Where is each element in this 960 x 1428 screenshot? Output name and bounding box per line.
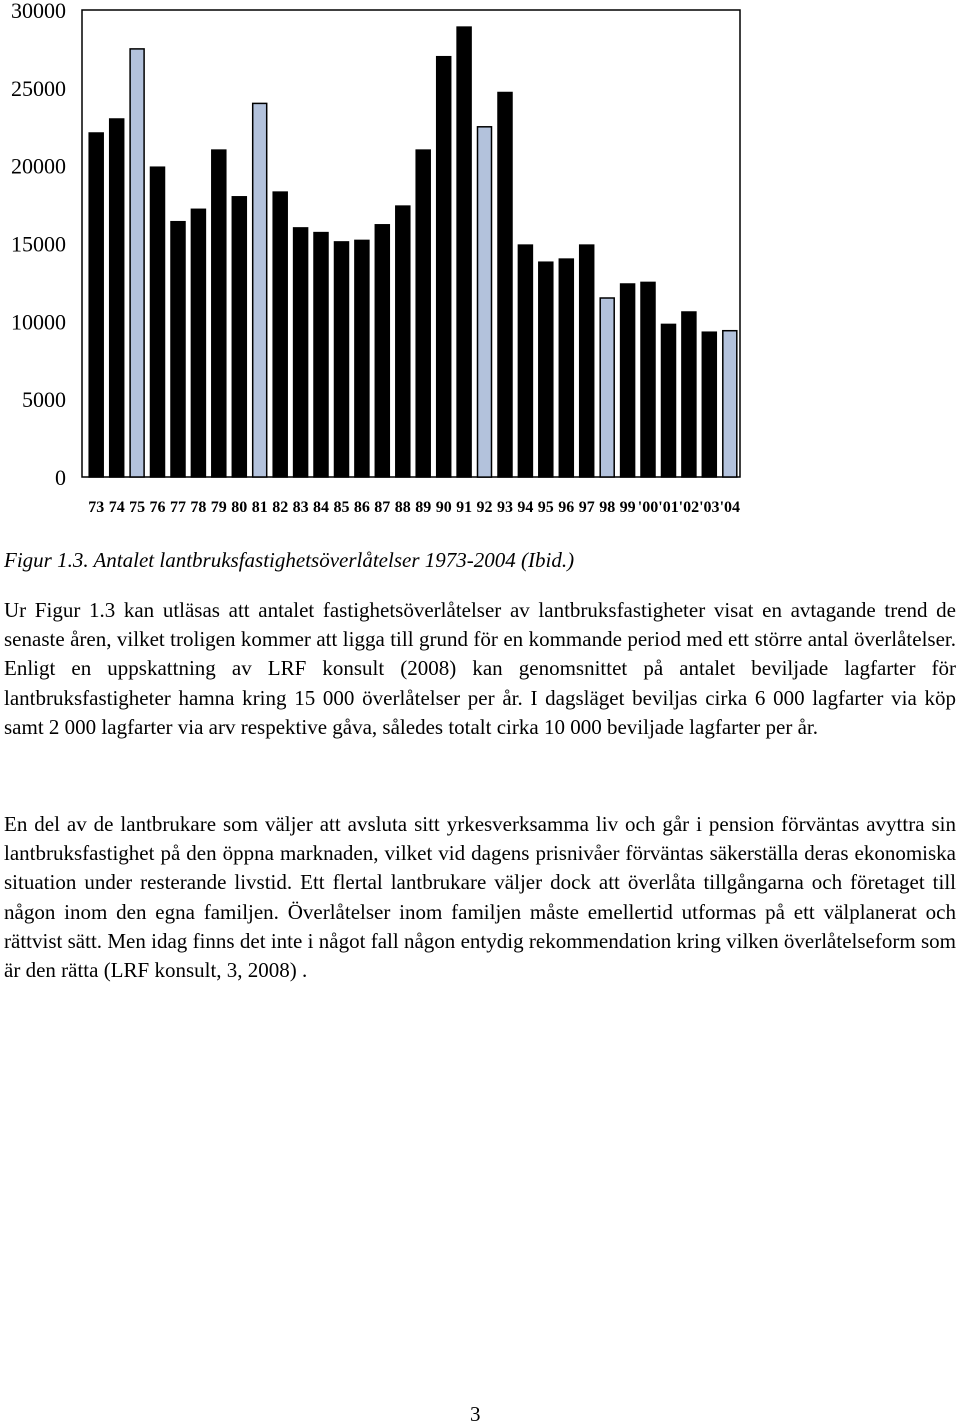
x-tick-label: 96 [558, 499, 575, 516]
bar-92 [478, 127, 492, 477]
x-tick-label: '03 [699, 499, 720, 516]
x-tick-label: 94 [517, 499, 534, 516]
x-tick-label: 95 [537, 499, 554, 516]
x-tick-label: 85 [333, 499, 350, 516]
bar-76 [151, 167, 165, 477]
bar-82 [273, 192, 287, 477]
x-tick-label: '02 [678, 499, 700, 516]
bar-00 [641, 282, 655, 477]
bar-74 [110, 119, 124, 477]
x-tick-label: 99 [619, 499, 636, 516]
bar-83 [294, 228, 308, 477]
bar-01 [662, 324, 676, 477]
x-tick-label: 98 [599, 499, 616, 516]
bar-04 [723, 331, 737, 477]
x-tick-label: 84 [313, 499, 329, 516]
x-tick-label: 78 [190, 499, 207, 516]
bar-79 [212, 150, 226, 477]
paragraph-1: Ur Figur 1.3 kan utläsas att antalet fastighetsöverlåtelser av lantbruksfastigheter visat en avtagande trend de senaste åren, vilket troligen kommer att ligga till grund för en kommande period med ett större antal överlåtelser. Enligt en uppskattning av LRF konsult (2008) kan genomsnittet på antalet beviljade lagfarter för lantbruksfastigheter hamna kring 15 000 överlåtelser per år. I dagsläget beviljas cirka 6 000 lagfarter via köp samt 2 000 lagfarter via arv respektive gåva, således totalt cirka 10 000 beviljade lagfarter per år. [4, 598, 956, 739]
x-tick-label: 80 [231, 499, 248, 516]
x-tick-label: '04 [719, 499, 741, 516]
bar-86 [355, 240, 369, 477]
x-tick-label: 93 [497, 499, 513, 516]
x-tick-label: 86 [353, 499, 370, 516]
y-tick-label: 0 [55, 465, 66, 490]
x-tick-label: 73 [88, 499, 105, 516]
bar-78 [191, 209, 205, 477]
bar-03 [702, 332, 716, 477]
bar-88 [396, 206, 410, 477]
x-tick-label: 87 [374, 499, 391, 516]
x-axis-labels [88, 499, 740, 516]
x-tick-label: 76 [149, 499, 166, 516]
x-tick-label: 74 [108, 499, 125, 516]
bar-81 [253, 103, 267, 477]
x-tick-label: 90 [435, 499, 452, 516]
page-number: 3 [470, 1402, 481, 1426]
x-tick-label: '01 [658, 499, 679, 516]
bar-85 [335, 242, 349, 477]
bar-77 [171, 222, 185, 477]
bars [89, 27, 737, 477]
x-tick-label: 79 [210, 499, 227, 516]
y-tick-label: 20000 [11, 153, 66, 179]
x-tick-label: 81 [251, 499, 268, 516]
bar-80 [232, 197, 246, 477]
bar-73 [89, 133, 103, 477]
y-tick-label: 10000 [11, 309, 66, 335]
paragraph-2: En del av de lantbrukare som väljer att avsluta sitt yrkesverksamma liv och går i pension förväntas avyttra sin lantbruksfastighet på den öppna marknaden, vilket vid dagens prisnivåer förväntas säkerställa deras ekonomiska situation under resterande livstid. Ett flertal lantbrukare väljer dock att överlåta tillgångarna och företaget till någon inom den egna familjen. Överlåtelser inom familjen måste emellertid utformas på ett välplanerat och rättvist sätt. Men idag finns det inte i något fall någon entydig rekommendation kring vilken överlåtelseform som är den rätta (LRF konsult, 3, 2008) . [4, 812, 956, 983]
y-tick-label: 15000 [11, 231, 66, 257]
bar-89 [416, 150, 430, 477]
x-tick-label: '00 [637, 499, 659, 516]
bar-87 [375, 225, 389, 477]
x-tick-label: 91 [456, 499, 473, 516]
bar-84 [314, 233, 328, 477]
y-tick-label: 30000 [11, 0, 66, 23]
x-tick-label: 75 [129, 499, 146, 516]
bar-99 [621, 284, 635, 477]
bar-94 [518, 245, 532, 477]
bar-98 [600, 298, 614, 477]
y-tick-label: 25000 [11, 75, 66, 101]
bar-chart [0, 0, 760, 520]
figure-caption: Figur 1.3. Antalet lantbruksfastighetsöverlåtelser 1973-2004 (Ibid.) [4, 548, 575, 572]
y-tick-label: 5000 [22, 387, 66, 413]
x-tick-label: 97 [578, 499, 595, 516]
x-tick-label: 88 [394, 499, 411, 516]
x-tick-label: 92 [476, 499, 493, 516]
x-tick-label: 77 [170, 499, 186, 516]
bar-91 [457, 27, 471, 477]
bar-02 [682, 312, 696, 477]
bar-97 [580, 245, 594, 477]
bar-96 [559, 259, 573, 477]
bar-93 [498, 93, 512, 478]
bar-75 [130, 49, 144, 477]
bar-95 [539, 262, 553, 477]
bar-90 [437, 57, 451, 477]
y-axis-labels [11, 0, 66, 490]
x-tick-label: 89 [415, 499, 432, 516]
x-tick-label: 83 [292, 499, 309, 516]
x-tick-label: 82 [272, 499, 289, 516]
